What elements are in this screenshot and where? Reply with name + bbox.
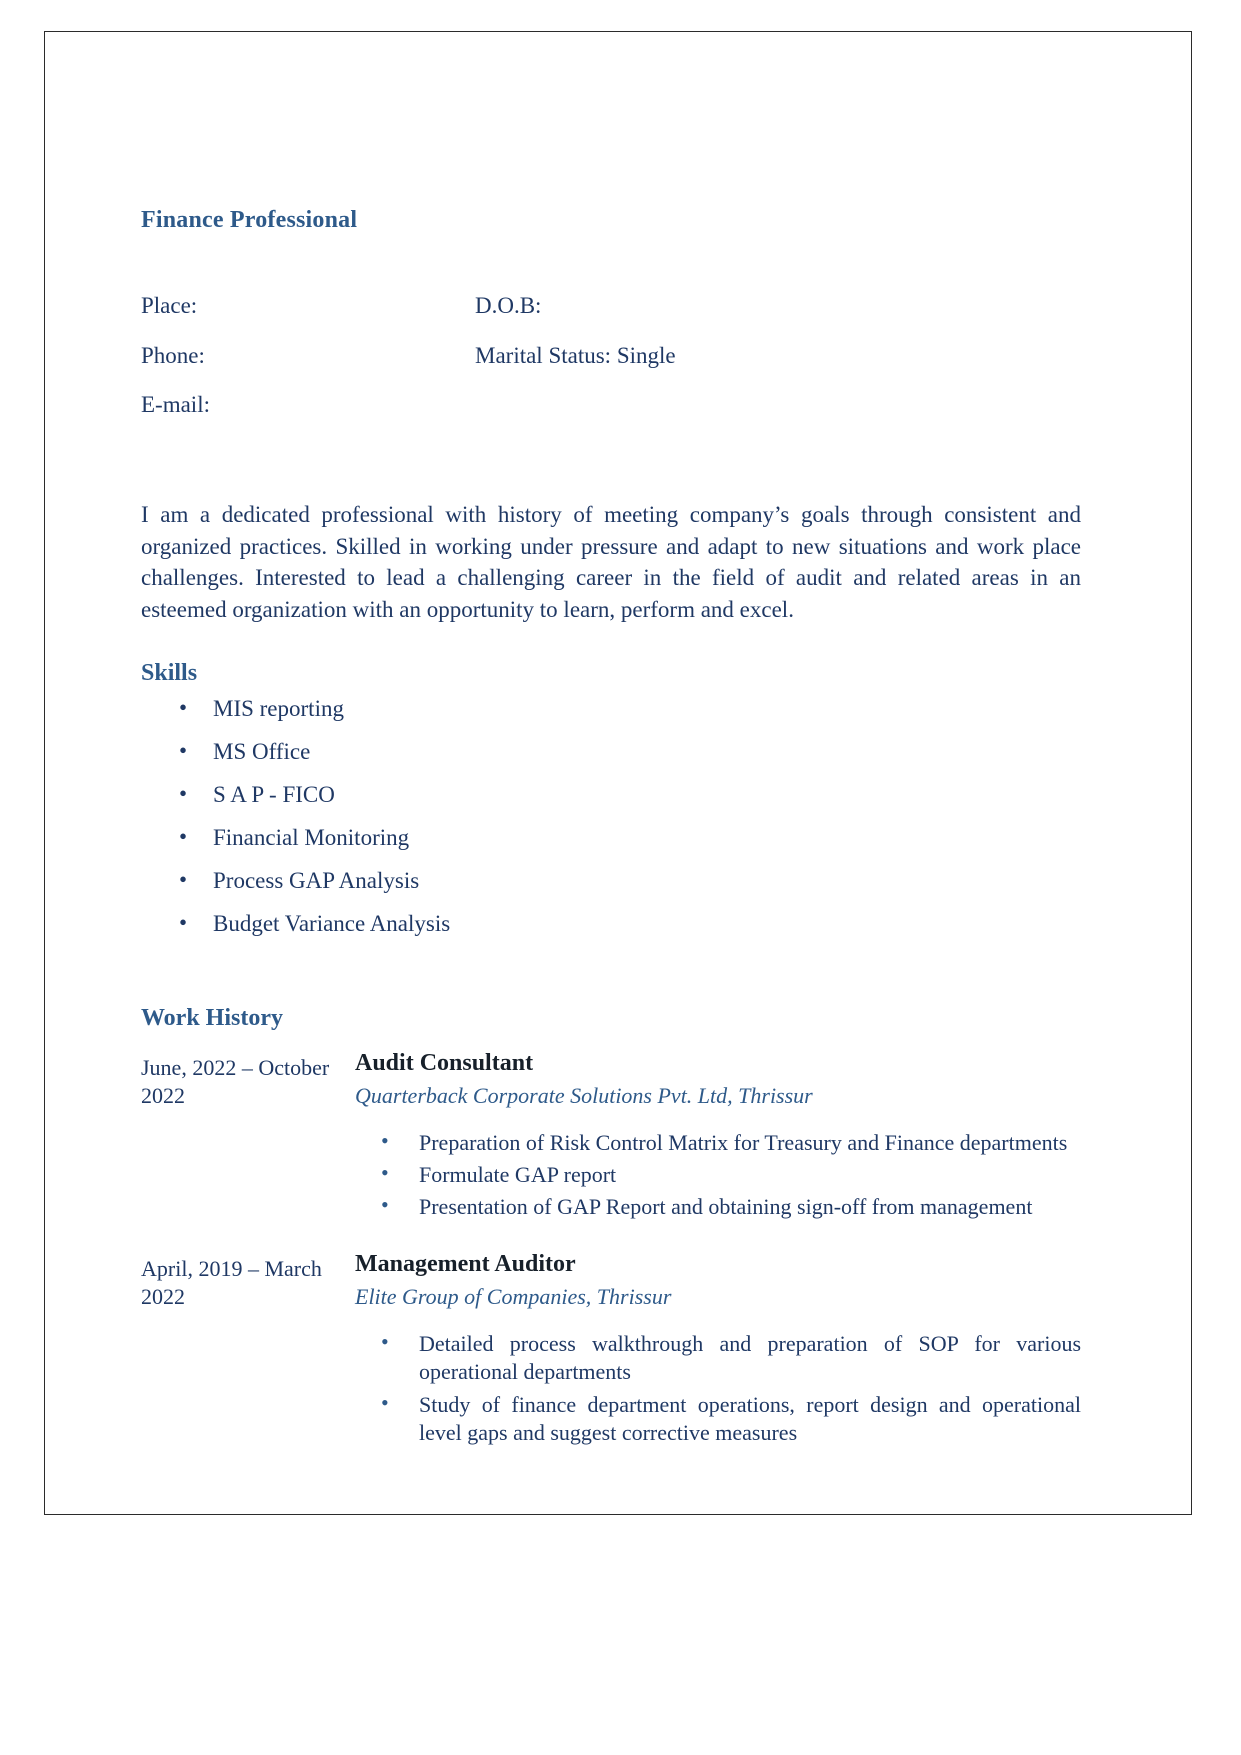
list-item: • Formulate GAP report [381,1161,1081,1193]
table-row [141,391,676,441]
list-item: • Financial Monitoring [179,826,1081,869]
work-entry-body [353,1251,1081,1451]
list-item: • S A P - FICO [179,783,1081,826]
list-item: • Presentation of GAP Report and obtaining sign-off from management [381,1193,1081,1225]
list-item: • Preparation of Risk Control Matrix for Treasury and Finance departments [381,1129,1081,1161]
resume-page [44,31,1192,1515]
work-entry-points [353,1330,1081,1451]
work-entry-dates: April, 2019 – March 2022 [141,1256,322,1310]
info-email-label: E-mail: [141,392,210,418]
info-phone-label: Phone: [141,342,205,368]
list-item: • MS Office [179,740,1081,783]
info-place-label: Place: [141,293,198,318]
table-row [141,342,676,392]
resume-content [141,207,1081,1477]
work-entry-points [353,1129,1081,1225]
work-entry-company: Quarterback Corporate Solutions Pvt. Ltd, Thrissur [355,1082,813,1108]
work-entry-company: Elite Group of Companies, Thrissur [355,1284,672,1310]
work-entry-dates: June, 2022 – October 2022 [141,1054,330,1108]
personal-info-table [141,292,676,441]
list-item: • Study of finance department operations, report design and operational level gaps and suggest corrective measures [381,1391,1081,1451]
work-entry-role: Audit Consultant [355,1049,534,1076]
info-empty-cell [475,391,676,441]
work-entry [141,1050,1081,1225]
work-entry-body [353,1050,1081,1225]
skills-heading: Skills [141,659,198,686]
work-entry-role: Management Auditor [355,1251,576,1278]
work-entry [141,1251,1081,1451]
skills-list [141,697,1081,955]
list-item: • Process GAP Analysis [179,869,1081,912]
info-marital-status: Marital Status: Single [475,342,676,368]
list-item: • Budget Variance Analysis [179,912,1081,955]
list-item: • Detailed process walkthrough and preparation of SOP for various operational departments [381,1330,1081,1390]
page-title: Finance Professional [141,207,358,233]
info-dob-label: D.O.B: [475,293,542,318]
professional-summary: I am a dedicated professional with history of meeting company’s goals through consistent and organized practices. Skilled in working under pressure and adapt to new situations and work place challenges. Interested to lead a challenging career in the field of audit and related areas in an esteemed organization with an opportunity to learn, perform and excel. [141,501,1081,622]
table-row [141,292,676,342]
work-history-heading: Work History [141,1004,283,1031]
list-item: • MIS reporting [179,697,1081,740]
